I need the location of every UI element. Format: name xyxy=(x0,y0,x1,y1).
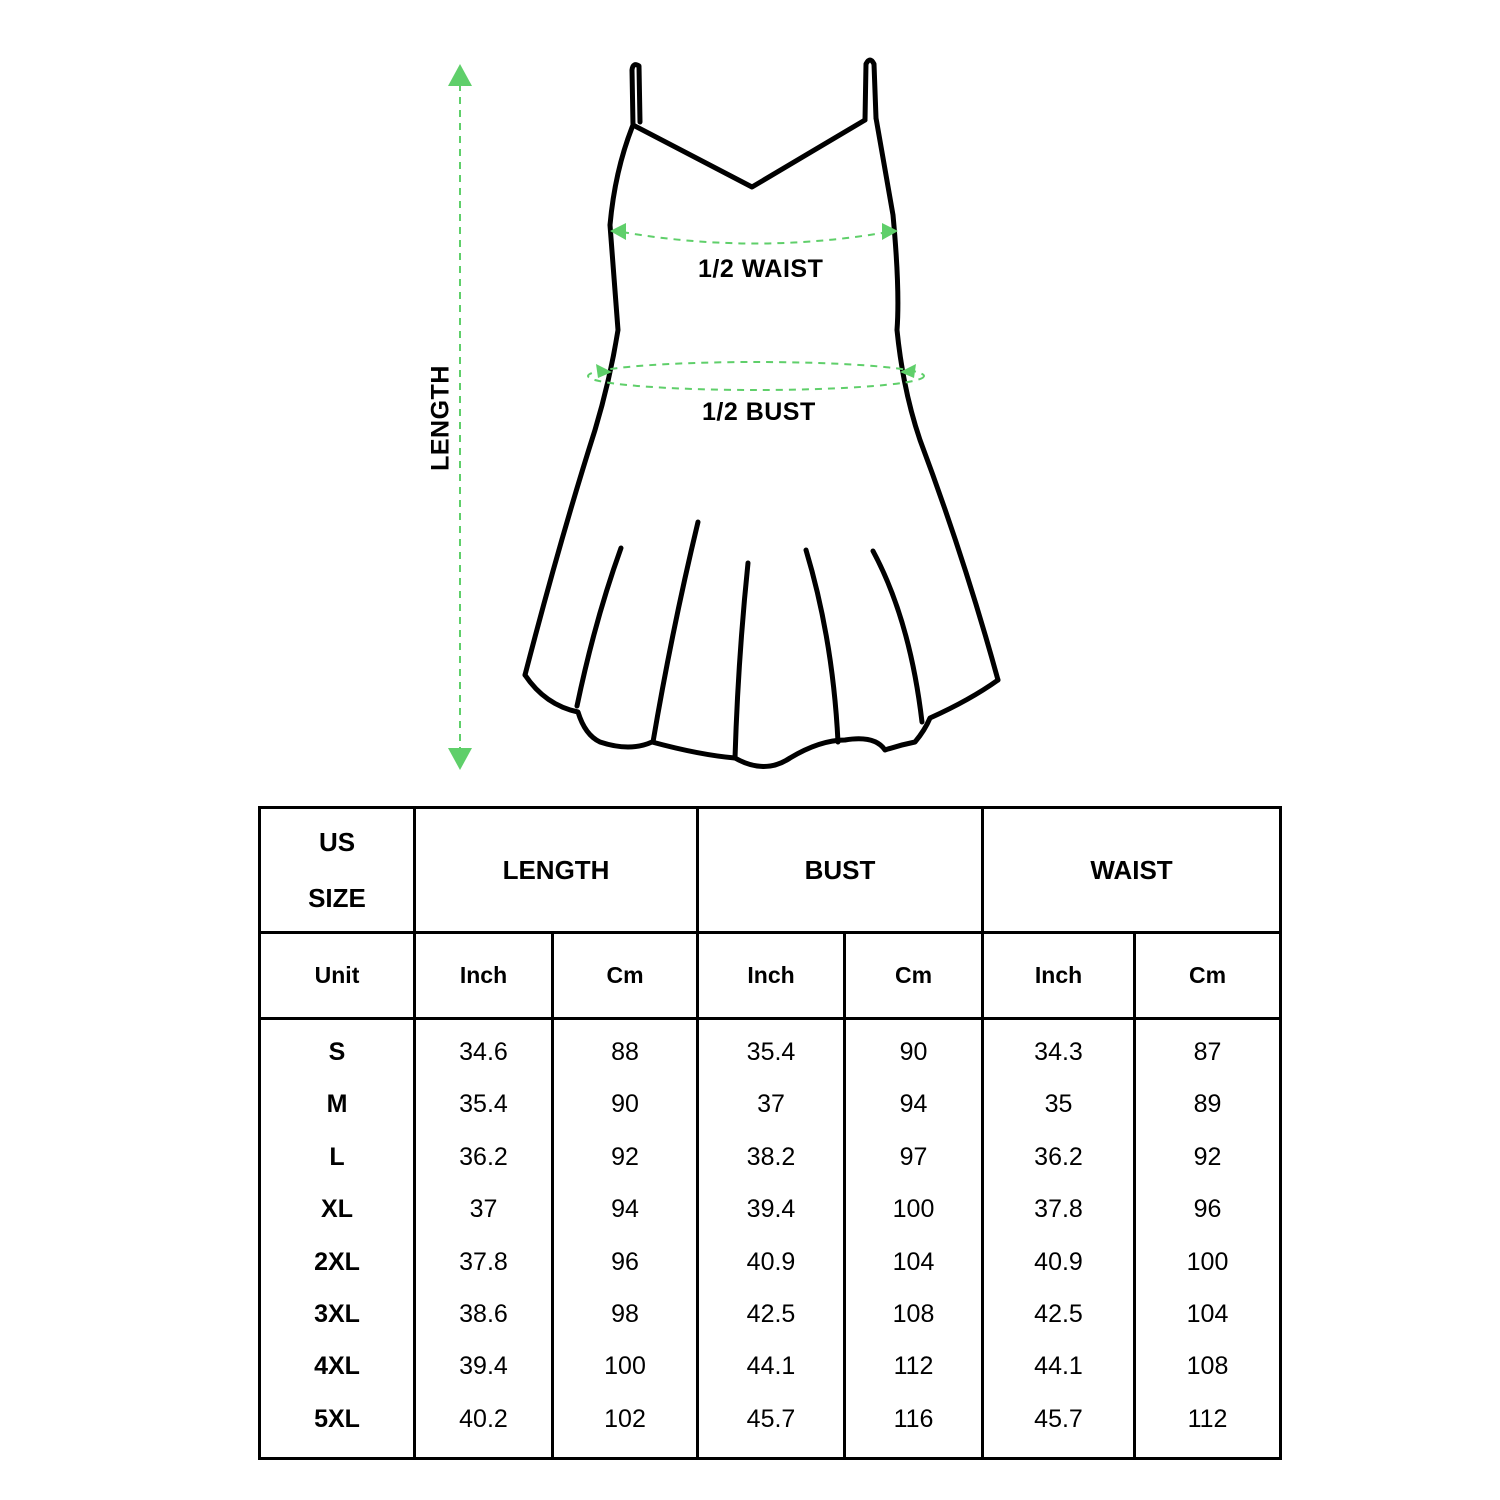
bust-inch-column xyxy=(699,1038,843,1457)
length-inch-column xyxy=(416,1038,551,1457)
table-cell-waist-cm: 104 xyxy=(1186,1299,1229,1328)
table-cell-length-cm: 100 xyxy=(604,1352,646,1381)
table-cell-bust-inch: 40.9 xyxy=(746,1247,796,1276)
table-unit-row xyxy=(260,933,1281,1019)
table-cell-sizes: S xyxy=(328,1038,346,1066)
table-cell-sizes: XL xyxy=(321,1195,353,1224)
bust-inch-unit: Inch xyxy=(698,933,845,1019)
table-cell-bust-cm: 100 xyxy=(892,1195,935,1224)
table-cell-length-inch: 35.4 xyxy=(459,1090,508,1119)
size-chart-table xyxy=(258,806,1282,1460)
length-header: LENGTH xyxy=(415,808,698,933)
table-cell-length-cm: 88 xyxy=(611,1038,639,1066)
table-cell-bust-inch: 35.4 xyxy=(746,1038,796,1066)
table-cell-waist-inch: 35 xyxy=(1044,1090,1073,1119)
table-cell-waist-cm: 96 xyxy=(1193,1195,1222,1224)
table-cell-waist-inch: 34.3 xyxy=(1034,1038,1083,1066)
table-cell-length-inch: 39.4 xyxy=(459,1352,508,1381)
right-strap xyxy=(865,60,876,120)
table-cell-bust-cm: 112 xyxy=(893,1352,934,1381)
table-cell-length-inch: 40.2 xyxy=(459,1404,508,1433)
table-body-row xyxy=(260,1019,1281,1459)
table-cell-waist-inch: 44.1 xyxy=(1034,1352,1083,1381)
table-cell-waist-inch: 45.7 xyxy=(1034,1404,1083,1433)
us-size-header-line2: SIZE xyxy=(308,883,366,913)
table-cell-length-inch: 36.2 xyxy=(459,1142,508,1171)
length-label: LENGTH xyxy=(426,365,455,471)
dress-hem xyxy=(525,675,998,767)
bust-cm-unit: Cm xyxy=(845,933,983,1019)
table-cell-waist-cm: 100 xyxy=(1186,1247,1229,1276)
table-cell-sizes: L xyxy=(329,1142,345,1171)
fold-5 xyxy=(873,551,922,722)
table-cell-bust-cm: 116 xyxy=(893,1404,934,1433)
half-bust-label: 1/2 BUST xyxy=(702,398,816,426)
table-cell-bust-inch: 44.1 xyxy=(746,1352,796,1381)
table-cell-bust-cm: 108 xyxy=(892,1299,935,1328)
fold-4 xyxy=(806,550,838,742)
table-cell-sizes: M xyxy=(326,1090,348,1119)
fold-2 xyxy=(653,522,698,742)
bust-arrow xyxy=(588,362,924,390)
table-cell-length-cm: 98 xyxy=(611,1299,639,1328)
table-cell-length-inch: 37 xyxy=(469,1195,498,1224)
unit-label: Unit xyxy=(260,933,415,1019)
table-cell-bust-cm: 97 xyxy=(899,1142,928,1171)
half-waist-label: 1/2 WAIST xyxy=(698,255,824,283)
table-cell-bust-cm: 104 xyxy=(892,1247,935,1276)
table-cell-waist-cm: 112 xyxy=(1187,1404,1228,1433)
table-cell-sizes: 5XL xyxy=(314,1404,360,1433)
table-cell-bust-cm: 94 xyxy=(899,1090,928,1119)
table-cell-bust-inch: 39.4 xyxy=(746,1195,796,1224)
waist-arrow xyxy=(610,223,898,244)
bust-cm-column xyxy=(846,1038,981,1457)
length-cm-column xyxy=(554,1038,696,1457)
arrowhead-up-icon xyxy=(448,64,472,86)
us-size-header-line1: US xyxy=(318,827,356,857)
table-cell-waist-cm: 89 xyxy=(1193,1090,1222,1119)
table-cell-length-inch: 34.6 xyxy=(459,1038,508,1066)
table-cell-waist-cm: 92 xyxy=(1193,1142,1222,1171)
size-column xyxy=(261,1038,413,1457)
table-cell-waist-inch: 40.9 xyxy=(1034,1247,1083,1276)
table-cell-length-cm: 92 xyxy=(611,1142,639,1171)
table-cell-bust-cm: 90 xyxy=(899,1038,928,1066)
table-cell-bust-inch: 37 xyxy=(757,1090,785,1119)
table-cell-bust-inch: 45.7 xyxy=(746,1404,796,1433)
table-header-row xyxy=(260,808,1281,933)
length-cm-unit: Cm xyxy=(553,933,698,1019)
dress-left-side xyxy=(525,125,633,675)
waist-header: WAIST xyxy=(983,808,1281,933)
fold-1 xyxy=(577,548,621,706)
length-inch-unit: Inch xyxy=(415,933,553,1019)
bust-header: BUST xyxy=(698,808,983,933)
table-cell-length-cm: 96 xyxy=(611,1247,639,1276)
waist-cm-unit: Cm xyxy=(1135,933,1281,1019)
table-cell-waist-cm: 108 xyxy=(1186,1352,1229,1381)
table-cell-length-cm: 94 xyxy=(611,1195,639,1224)
table-cell-length-cm: 90 xyxy=(611,1090,639,1119)
fold-3 xyxy=(735,563,748,758)
table-cell-waist-inch: 37.8 xyxy=(1034,1195,1083,1224)
us-size-header xyxy=(260,808,415,933)
table-cell-bust-inch: 38.2 xyxy=(746,1142,796,1171)
waist-cm-column xyxy=(1136,1038,1279,1457)
table-cell-waist-inch: 42.5 xyxy=(1034,1299,1083,1328)
table-cell-sizes: 2XL xyxy=(314,1247,360,1276)
table-cell-waist-inch: 36.2 xyxy=(1034,1142,1083,1171)
table-cell-sizes: 4XL xyxy=(314,1352,360,1381)
arrowhead-down-icon xyxy=(448,748,472,770)
table-cell-waist-cm: 87 xyxy=(1193,1038,1222,1066)
table-cell-length-inch: 37.8 xyxy=(459,1247,508,1276)
table-cell-length-inch: 38.6 xyxy=(459,1299,508,1328)
left-strap xyxy=(632,65,640,125)
table-cell-bust-inch: 42.5 xyxy=(746,1299,796,1328)
neckline xyxy=(633,120,865,187)
table-cell-sizes: 3XL xyxy=(314,1299,360,1328)
waist-inch-column xyxy=(984,1038,1133,1457)
table-cell-length-cm: 102 xyxy=(604,1404,646,1433)
waist-inch-unit: Inch xyxy=(983,933,1135,1019)
